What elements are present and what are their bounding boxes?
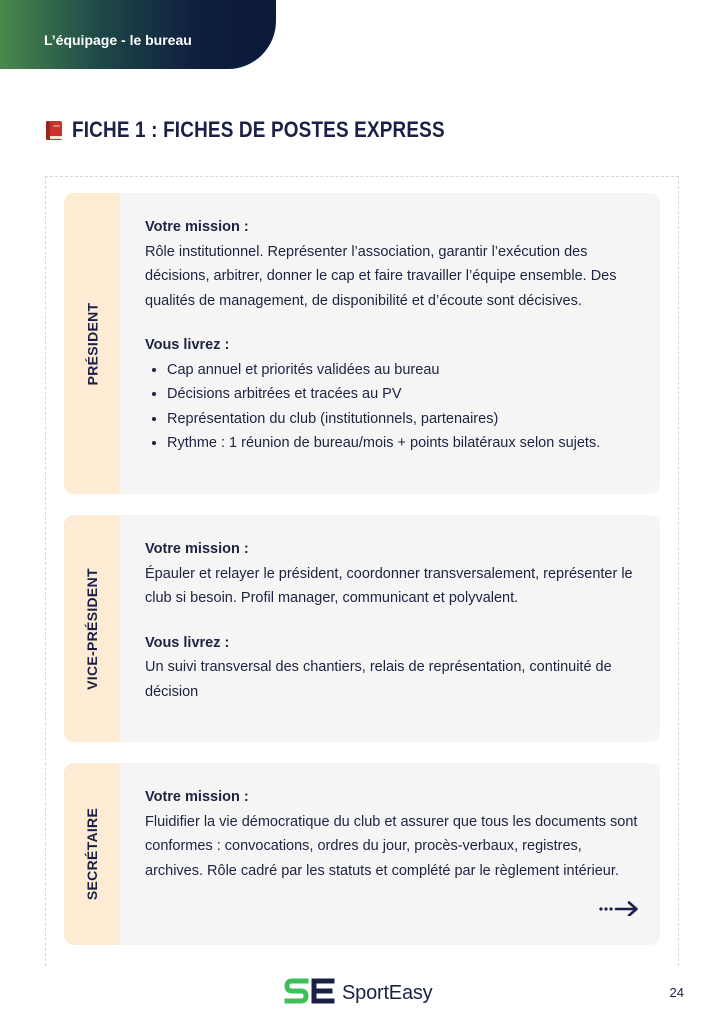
- sporteasy-logo-icon: [284, 978, 336, 1009]
- deliver-label: Vous livrez :: [145, 337, 230, 353]
- role-label: PRÉSIDENT: [84, 302, 101, 385]
- mission-text: Rôle institutionnel. Représenter l’association, garantir l’exécution des décisions, arbitrer, donner le cap et faire travailler l’équipe ensemble. Des qualités de management, de disponibilité et d’écoute sont décisives.: [145, 243, 617, 309]
- card-content: [145, 785, 642, 883]
- card-content: [145, 215, 642, 456]
- list-item: • Représentation du club (institutionnels, partenaires): [167, 407, 642, 432]
- deliver-list: [145, 358, 642, 456]
- page-title-text: FICHE 1 : FICHES DE POSTES EXPRESS: [72, 117, 445, 142]
- role-label: VICE-PRÉSIDENT: [84, 567, 101, 690]
- section-header-tab: [0, 0, 276, 69]
- book-icon: [45, 120, 64, 141]
- page-title: [45, 117, 505, 143]
- next-arrow-icon: [598, 900, 640, 921]
- brand-name: SportEasy: [342, 982, 433, 1004]
- mission-text: Fluidifier la vie démocratique du club et assurer que tous les documents sont conformes : convocations, ordres du jour, procès-verbaux, registres, archives. Rôle cadré par les statuts et complété par le règlement intérieur.: [145, 813, 638, 879]
- job-card-vice-president: [64, 515, 660, 742]
- list-item: • Rythme : 1 réunion de bureau/mois + points bilatéraux selon sujets.: [167, 431, 642, 456]
- section-label: L’équipage - le bureau: [44, 32, 192, 48]
- page-number: 24: [669, 985, 684, 1000]
- role-strip: [64, 763, 120, 945]
- card-content: [145, 537, 642, 704]
- mission-text: Épauler et relayer le président, coordonner transversalement, représenter le club si besoin. Profil manager, communicant et polyvalent.: [145, 565, 633, 606]
- mission-label: Votre mission :: [145, 789, 249, 805]
- mission-label: Votre mission :: [145, 219, 249, 235]
- job-card-secretary: [64, 763, 660, 945]
- deliver-label: Vous livrez :: [145, 634, 230, 651]
- list-item: • Cap annuel et priorités validées au bureau: [167, 358, 642, 383]
- mission-label: Votre mission :: [145, 541, 249, 557]
- deliver-text: Un suivi transversal des chantiers, relais de représentation, continuité de décision: [145, 659, 612, 700]
- sporteasy-logo: [284, 978, 432, 1009]
- role-label: SECRÉTAIRE: [84, 807, 101, 901]
- list-item: • Décisions arbitrées et tracées au PV: [167, 382, 642, 407]
- role-strip: [64, 193, 120, 494]
- role-strip: [64, 515, 120, 742]
- job-card-president: [64, 193, 660, 494]
